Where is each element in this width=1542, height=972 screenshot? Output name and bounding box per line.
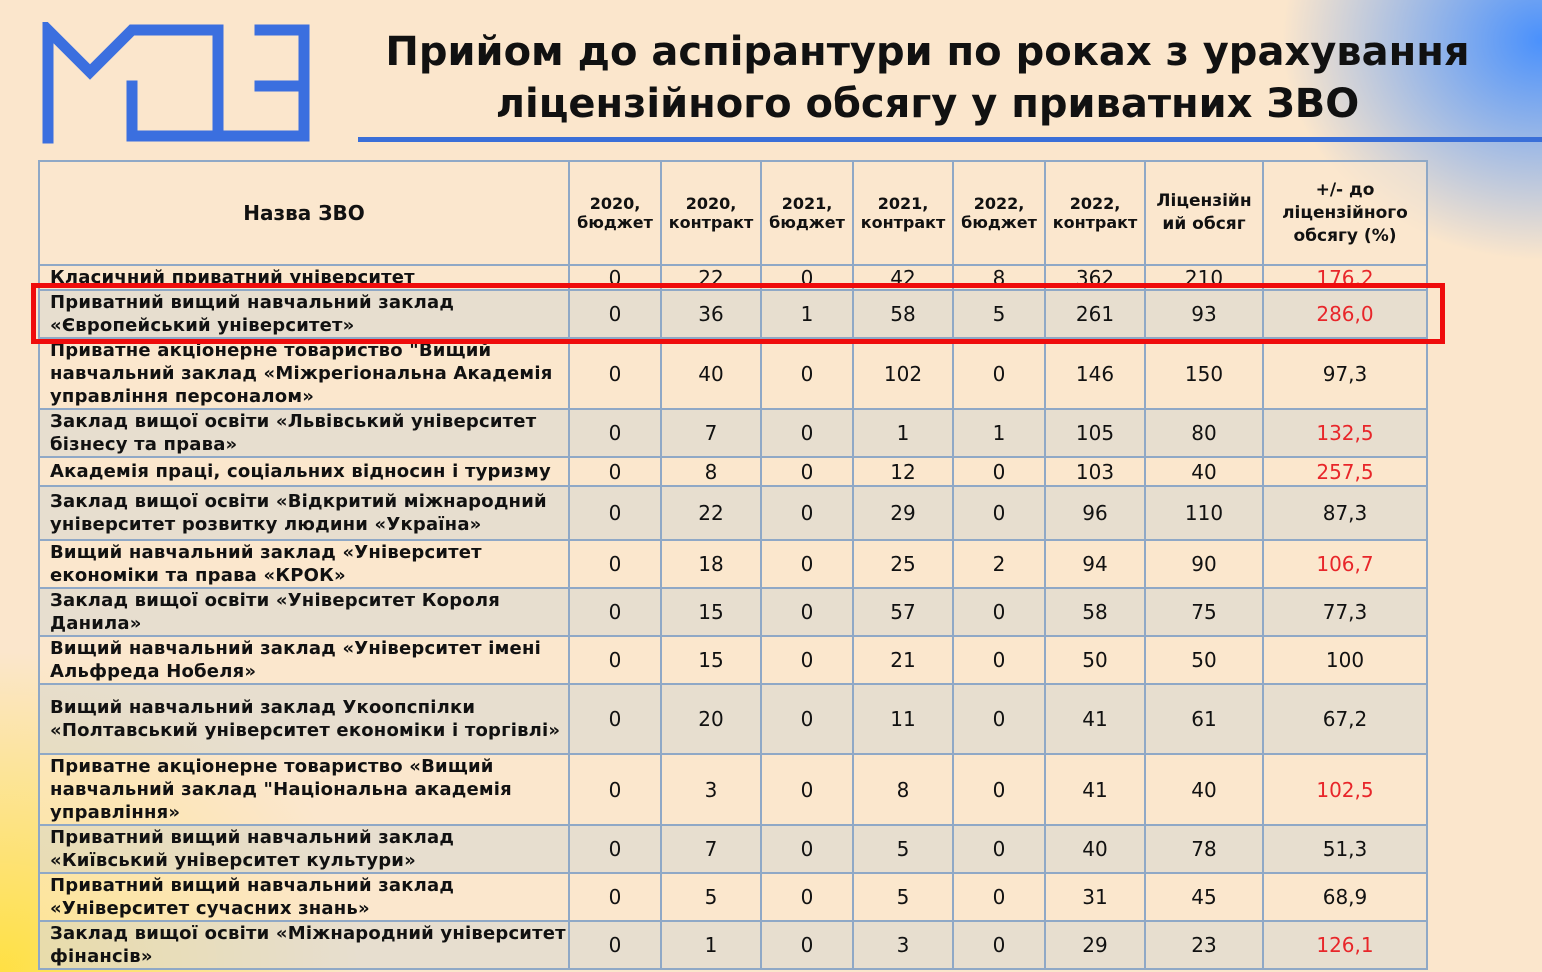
cell-value: 5	[661, 873, 761, 921]
cell-value: 0	[953, 684, 1045, 754]
header-2022-budget: 2022, бюджет	[953, 161, 1045, 265]
table-row	[39, 486, 1427, 540]
cell-value: 57	[853, 588, 953, 636]
cell-percent: 106,7	[1263, 540, 1427, 588]
page-title	[320, 26, 1535, 130]
cell-value: 102	[853, 338, 953, 409]
cell-value: 1	[953, 409, 1045, 457]
cell-value: 0	[569, 588, 661, 636]
cell-value: 1	[661, 921, 761, 969]
cell-institution-name: Приватний вищий навчальний заклад «Університет сучасних знань»	[39, 873, 569, 921]
cell-value: 2	[953, 540, 1045, 588]
table-body	[39, 265, 1427, 969]
cell-value: 0	[953, 636, 1045, 684]
cell-value: 0	[761, 921, 853, 969]
title-line-2: ліцензійного обсягу у приватних ЗВО	[495, 81, 1360, 127]
cell-value: 0	[569, 754, 661, 825]
cell-percent: 286,0	[1263, 290, 1427, 338]
cell-value: 8	[953, 265, 1045, 290]
cell-value: 0	[569, 265, 661, 290]
cell-value: 3	[661, 754, 761, 825]
cell-percent: 257,5	[1263, 457, 1427, 486]
cell-value: 0	[761, 873, 853, 921]
header-2021-budget: 2021, бюджет	[761, 161, 853, 265]
cell-percent: 87,3	[1263, 486, 1427, 540]
cell-value: 0	[569, 290, 661, 338]
cell-value: 12	[853, 457, 953, 486]
cell-value: 15	[661, 588, 761, 636]
cell-value: 93	[1145, 290, 1263, 338]
cell-value: 0	[761, 588, 853, 636]
cell-value: 22	[661, 265, 761, 290]
cell-percent: 102,5	[1263, 754, 1427, 825]
table-row	[39, 540, 1427, 588]
cell-value: 0	[761, 265, 853, 290]
cell-value: 50	[1045, 636, 1145, 684]
cell-value: 0	[569, 338, 661, 409]
cell-value: 0	[953, 825, 1045, 873]
cell-value: 36	[661, 290, 761, 338]
table-row	[39, 338, 1427, 409]
cell-percent: 97,3	[1263, 338, 1427, 409]
cell-value: 0	[569, 636, 661, 684]
cell-value: 29	[1045, 921, 1145, 969]
cell-value: 40	[1145, 754, 1263, 825]
cell-value: 90	[1145, 540, 1263, 588]
title-line-1: Прийом до аспірантури по роках з урахування	[385, 29, 1470, 75]
cell-institution-name: Приватне акціонерне товариство "Вищий навчальний заклад «Міжрегіональна Академія управління персоналом»	[39, 338, 569, 409]
cell-institution-name: Заклад вищої освіти «Львівський університет бізнесу та права»	[39, 409, 569, 457]
admission-table	[38, 160, 1428, 970]
cell-value: 0	[953, 921, 1045, 969]
cell-value: 0	[761, 684, 853, 754]
header-2021-contract: 2021, контракт	[853, 161, 953, 265]
cell-value: 58	[1045, 588, 1145, 636]
cell-value: 3	[853, 921, 953, 969]
cell-value: 31	[1045, 873, 1145, 921]
table-row	[39, 825, 1427, 873]
cell-value: 0	[761, 486, 853, 540]
cell-percent: 77,3	[1263, 588, 1427, 636]
cell-value: 80	[1145, 409, 1263, 457]
cell-value: 0	[761, 540, 853, 588]
table-row	[39, 457, 1427, 486]
table-row	[39, 684, 1427, 754]
cell-value: 0	[953, 588, 1045, 636]
cell-value: 146	[1045, 338, 1145, 409]
cell-percent: 132,5	[1263, 409, 1427, 457]
cell-value: 0	[953, 486, 1045, 540]
cell-value: 0	[569, 486, 661, 540]
cell-institution-name: Приватне акціонерне товариство «Вищий навчальний заклад "Національна академія управління»	[39, 754, 569, 825]
cell-value: 0	[761, 754, 853, 825]
cell-value: 22	[661, 486, 761, 540]
cell-value: 1	[853, 409, 953, 457]
cell-value: 50	[1145, 636, 1263, 684]
cell-value: 15	[661, 636, 761, 684]
cell-percent: 51,3	[1263, 825, 1427, 873]
cell-value: 8	[853, 754, 953, 825]
cell-value: 20	[661, 684, 761, 754]
cell-value: 7	[661, 409, 761, 457]
header-name: Назва ЗВО	[39, 161, 569, 265]
cell-value: 105	[1045, 409, 1145, 457]
cell-value: 40	[661, 338, 761, 409]
cell-value: 0	[761, 825, 853, 873]
cell-value: 261	[1045, 290, 1145, 338]
cell-value: 18	[661, 540, 761, 588]
cell-institution-name: Вищий навчальний заклад «Університет імені Альфреда Нобеля»	[39, 636, 569, 684]
cell-percent: 126,1	[1263, 921, 1427, 969]
cell-value: 0	[569, 825, 661, 873]
cell-value: 0	[569, 684, 661, 754]
cell-value: 45	[1145, 873, 1263, 921]
table-row	[39, 409, 1427, 457]
title-underline	[358, 137, 1542, 142]
cell-value: 150	[1145, 338, 1263, 409]
header-2020-budget: 2020, бюджет	[569, 161, 661, 265]
cell-value: 42	[853, 265, 953, 290]
cell-value: 103	[1045, 457, 1145, 486]
cell-value: 0	[569, 873, 661, 921]
cell-value: 5	[953, 290, 1045, 338]
cell-value: 0	[761, 338, 853, 409]
cell-value: 0	[761, 457, 853, 486]
cell-percent: 68,9	[1263, 873, 1427, 921]
cell-value: 29	[853, 486, 953, 540]
cell-value: 41	[1045, 684, 1145, 754]
cell-institution-name: Академія праці, соціальних відносин і туризму	[39, 457, 569, 486]
cell-value: 21	[853, 636, 953, 684]
cell-value: 0	[569, 457, 661, 486]
admission-table-wrapper	[38, 160, 1428, 970]
cell-value: 61	[1145, 684, 1263, 754]
cell-institution-name: Приватний вищий навчальний заклад «Київський університет культури»	[39, 825, 569, 873]
cell-value: 5	[853, 825, 953, 873]
cell-value: 7	[661, 825, 761, 873]
highlight-box-european-university	[31, 283, 1445, 344]
cell-percent: 176,2	[1263, 265, 1427, 290]
cell-value: 78	[1145, 825, 1263, 873]
mon-logo	[40, 22, 312, 144]
cell-value: 11	[853, 684, 953, 754]
cell-value: 40	[1045, 825, 1145, 873]
table-row	[39, 636, 1427, 684]
cell-value: 110	[1145, 486, 1263, 540]
cell-value: 96	[1045, 486, 1145, 540]
cell-value: 0	[953, 338, 1045, 409]
table-row	[39, 873, 1427, 921]
header-license-volume: Ліцензійн ий обсяг	[1145, 161, 1263, 265]
cell-value: 75	[1145, 588, 1263, 636]
cell-value: 0	[569, 409, 661, 457]
cell-institution-name: Заклад вищої освіти «Університет Короля Данила»	[39, 588, 569, 636]
cell-value: 210	[1145, 265, 1263, 290]
table-row	[39, 754, 1427, 825]
cell-percent: 100	[1263, 636, 1427, 684]
cell-value: 41	[1045, 754, 1145, 825]
cell-value: 5	[853, 873, 953, 921]
cell-value: 0	[761, 409, 853, 457]
cell-percent: 67,2	[1263, 684, 1427, 754]
cell-value: 1	[761, 290, 853, 338]
cell-value: 0	[953, 873, 1045, 921]
cell-value: 0	[953, 457, 1045, 486]
cell-value: 8	[661, 457, 761, 486]
cell-value: 58	[853, 290, 953, 338]
table-row	[39, 588, 1427, 636]
cell-value: 25	[853, 540, 953, 588]
cell-institution-name: Приватний вищий навчальний заклад «Європейський університет»	[39, 290, 569, 338]
cell-institution-name: Вищий навчальний заклад Укоопспілки «Полтавський університет економіки і торгівлі»	[39, 684, 569, 754]
cell-value: 0	[953, 754, 1045, 825]
header-2020-contract: 2020, контракт	[661, 161, 761, 265]
cell-institution-name: Вищий навчальний заклад «Університет економіки та права «КРОК»	[39, 540, 569, 588]
cell-value: 94	[1045, 540, 1145, 588]
cell-institution-name: Заклад вищої освіти «Міжнародний університет фінансів»	[39, 921, 569, 969]
cell-institution-name: Заклад вищої освіти «Відкритий міжнародний університет розвитку людини «Україна»	[39, 486, 569, 540]
cell-value: 362	[1045, 265, 1145, 290]
cell-institution-name: Класичний приватний університет	[39, 265, 569, 290]
cell-value: 0	[761, 636, 853, 684]
table-row	[39, 921, 1427, 969]
cell-value: 0	[569, 540, 661, 588]
cell-value: 40	[1145, 457, 1263, 486]
cell-value: 0	[569, 921, 661, 969]
header-2022-contract: 2022, контракт	[1045, 161, 1145, 265]
header-percent-of-license: +/- до ліцензійного обсягу (%)	[1263, 161, 1427, 265]
header-row	[39, 161, 1427, 265]
cell-value: 23	[1145, 921, 1263, 969]
